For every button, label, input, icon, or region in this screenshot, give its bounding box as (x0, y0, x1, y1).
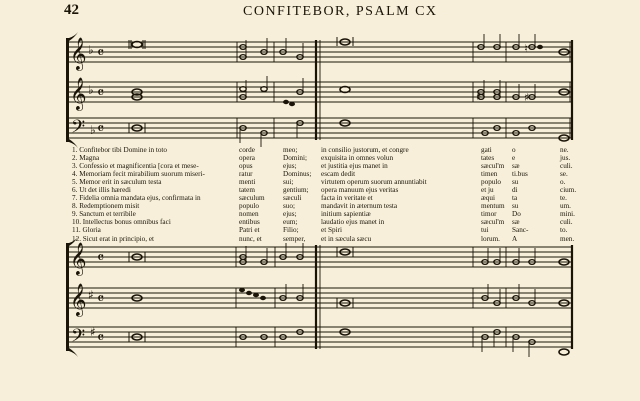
common-time-icon: 𝄴 (97, 119, 105, 138)
verse-text: Memor erit in sæculum testa (79, 178, 162, 187)
verse-text: Redemptionem misit (79, 202, 140, 211)
verse-col-7: o. (560, 178, 566, 187)
verse-number: 12. (72, 234, 81, 243)
verse-row (72, 210, 575, 219)
verse-row (72, 194, 572, 202)
verse-col-7: to. (560, 226, 568, 235)
verse-col-7: ne. (560, 146, 569, 154)
verse-col-3: sæculi (283, 194, 302, 203)
verse-text: Ut det illis hæredi (79, 186, 131, 195)
verse-col-2: nunc, et (239, 234, 262, 243)
flat-icon: ♭ (88, 83, 94, 97)
common-time-icon: 𝄴 (97, 248, 105, 267)
verse-row (72, 178, 572, 186)
verse-text: Confitebor tibi Domine in toto (79, 146, 168, 154)
verse-text: Intellectus bonus omnibus faci (82, 218, 171, 227)
verse-row (72, 154, 572, 162)
verse-col-4: in consilio justorum, et congre (321, 146, 409, 154)
verse-col-4: escam dedit (321, 170, 356, 179)
treble-clef-icon: 𝄞 (70, 77, 87, 110)
verse-number: 2. (72, 154, 78, 163)
verse-row (72, 226, 572, 234)
verse-number: 10. (72, 218, 81, 227)
verse-col-7: cium. (560, 186, 577, 195)
common-time-icon: 𝄴 (97, 83, 105, 102)
verse-col-2: sæculum (239, 194, 265, 203)
verse-col-5: mentum (481, 202, 505, 211)
verse-col-4: mandavit in æternum testa (321, 202, 398, 211)
verse-text: Confessio et magnificentia [cora et mese- (79, 162, 199, 171)
verse-col-6: sæ (512, 162, 520, 171)
verse-row (72, 218, 572, 226)
verse-col-2: tatem (239, 186, 255, 195)
verse-col-6: e (512, 154, 516, 163)
verse-col-4: et in sæcula sæcu (321, 234, 372, 243)
verse-text: Sicut erat in principio, et (82, 234, 155, 243)
treble-clef-icon: 𝄞 (70, 283, 87, 316)
verse-col-3: meo; (283, 146, 298, 154)
verse-col-4: laudatio ejus manet in (321, 218, 385, 227)
verse-number: 11. (72, 226, 81, 235)
verse-col-5: æqui (481, 194, 495, 203)
verse-col-6: sæ (512, 218, 520, 227)
verse-col-7: culi. (560, 162, 573, 171)
verse-col-7: men. (560, 234, 575, 243)
verse-col-6: ti.bus (512, 170, 528, 179)
page-number: 42 (64, 2, 79, 18)
verse-col-6: ta (512, 194, 518, 203)
verse-col-3: eum; (283, 218, 298, 227)
sharp-icon: ♯ (476, 90, 482, 103)
common-time-icon: 𝄴 (97, 289, 105, 308)
double-bars-bottom (316, 245, 572, 349)
verse-col-3: sui; (283, 178, 294, 187)
verse-text: Sanctum et terribile (79, 210, 136, 219)
verse-col-7: se. (560, 170, 568, 179)
verse-row (72, 146, 572, 154)
verse-number: 8. (72, 202, 78, 211)
verse-col-4: initium sapientiæ (321, 210, 371, 219)
verse-col-7: jus. (560, 154, 571, 163)
verse-col-2: ratur (239, 170, 253, 179)
verse-col-3: suo; (283, 202, 295, 211)
verse-col-6: di (512, 186, 518, 195)
verse-col-5: tui (481, 226, 489, 235)
verse-number: 6. (72, 186, 78, 195)
verse-col-7: mini. (560, 210, 575, 219)
verse-col-4: et justitia ejus manet in (321, 162, 388, 171)
verse-col-5: timor (481, 210, 497, 219)
sharp-icon: ♯ (90, 325, 96, 339)
verse-row (72, 202, 572, 210)
verse-col-5: populo (481, 178, 501, 187)
verse-col-4: facta in veritate et (321, 194, 373, 203)
verse-col-6: su (512, 202, 519, 211)
verse-col-2: entibus (239, 218, 260, 227)
verse-col-4: et Spiri (321, 226, 342, 235)
verse-col-2: Patri et (239, 226, 260, 235)
common-time-icon: 𝄴 (97, 328, 105, 347)
verse-col-3: Filio; (283, 226, 299, 235)
treble-clef-icon: 𝄞 (70, 242, 87, 275)
clefs-top (70, 37, 104, 142)
verse-col-2: menti (239, 178, 256, 187)
verse-col-7: culi. (560, 218, 573, 227)
verse-col-3: Dominus; (283, 170, 312, 179)
bass-clef-icon: 𝄢 (71, 326, 86, 351)
verse-number: 3. (72, 162, 78, 171)
verse-row (72, 234, 575, 243)
verse-col-5: sæcul'm (481, 218, 505, 227)
verse-col-6: o (512, 146, 516, 154)
verse-text: Magna (79, 154, 100, 163)
verse-col-5: et ju (481, 186, 494, 195)
verse-number: 5. (72, 178, 78, 187)
verse-row (72, 162, 572, 170)
verse-col-3: gentium; (283, 186, 309, 195)
psalm-verses (72, 146, 577, 243)
verse-col-5: tates (481, 154, 495, 163)
verse-row (72, 170, 572, 178)
bass-clef-icon: 𝄢 (71, 117, 86, 142)
verse-col-5: lorum. (481, 234, 500, 243)
verse-col-7: te. (560, 194, 567, 203)
verse-text: Fidelia omnia mandata ejus, confirmata in (79, 194, 201, 203)
treble-clef-icon: 𝄞 (70, 37, 87, 70)
verse-col-6: A (512, 234, 518, 243)
verse-col-2: opus (239, 162, 253, 171)
verse-row (72, 186, 577, 195)
verse-col-6: Sanc- (512, 226, 529, 235)
verse-col-5: sæcul'm (481, 162, 505, 171)
flat-icon: ♭ (90, 123, 96, 137)
verse-col-6: Do (512, 210, 521, 219)
sharp-icon: ♯ (88, 288, 94, 302)
verse-col-3: ejus; (283, 162, 297, 171)
verse-col-3: ejus; (283, 210, 297, 219)
verse-col-2: corde (239, 146, 255, 154)
verse-text: Memoriam fecit mirabilium suorum miseri- (79, 170, 205, 179)
barlines-top (237, 42, 570, 138)
verse-col-2: populo (239, 202, 259, 211)
verse-col-5: gati (481, 146, 492, 154)
verse-col-7: um. (560, 202, 571, 211)
verse-col-4: opera manuum ejus veritas (321, 186, 399, 195)
verse-number: 1. (72, 146, 78, 154)
sharp-icon: ♯ (524, 91, 530, 104)
verse-number: 4. (72, 170, 78, 179)
verse-col-2: opera (239, 154, 255, 163)
verse-col-3: Domini; (283, 154, 307, 163)
verse-text: Gloria (82, 226, 101, 235)
natural-icon: ♮ (524, 42, 528, 55)
double-bars-top (316, 40, 572, 140)
flat-icon: ♭ (88, 43, 94, 57)
verse-col-3: semper, (283, 234, 306, 243)
clefs-bottom (70, 242, 104, 351)
common-time-icon: 𝄴 (97, 43, 105, 62)
verse-col-6: su (512, 178, 519, 187)
verse-col-4: exquisita in omnes volun (321, 154, 394, 163)
verse-col-4: virtutem operum suorum annuntiabit (321, 178, 427, 187)
verse-number: 9. (72, 210, 78, 219)
verse-number: 7. (72, 194, 78, 203)
verse-col-5: timen (481, 170, 498, 179)
page-title: CONFITEBOR, PSALM CX (243, 4, 438, 19)
verse-col-2: nomen (239, 210, 259, 219)
